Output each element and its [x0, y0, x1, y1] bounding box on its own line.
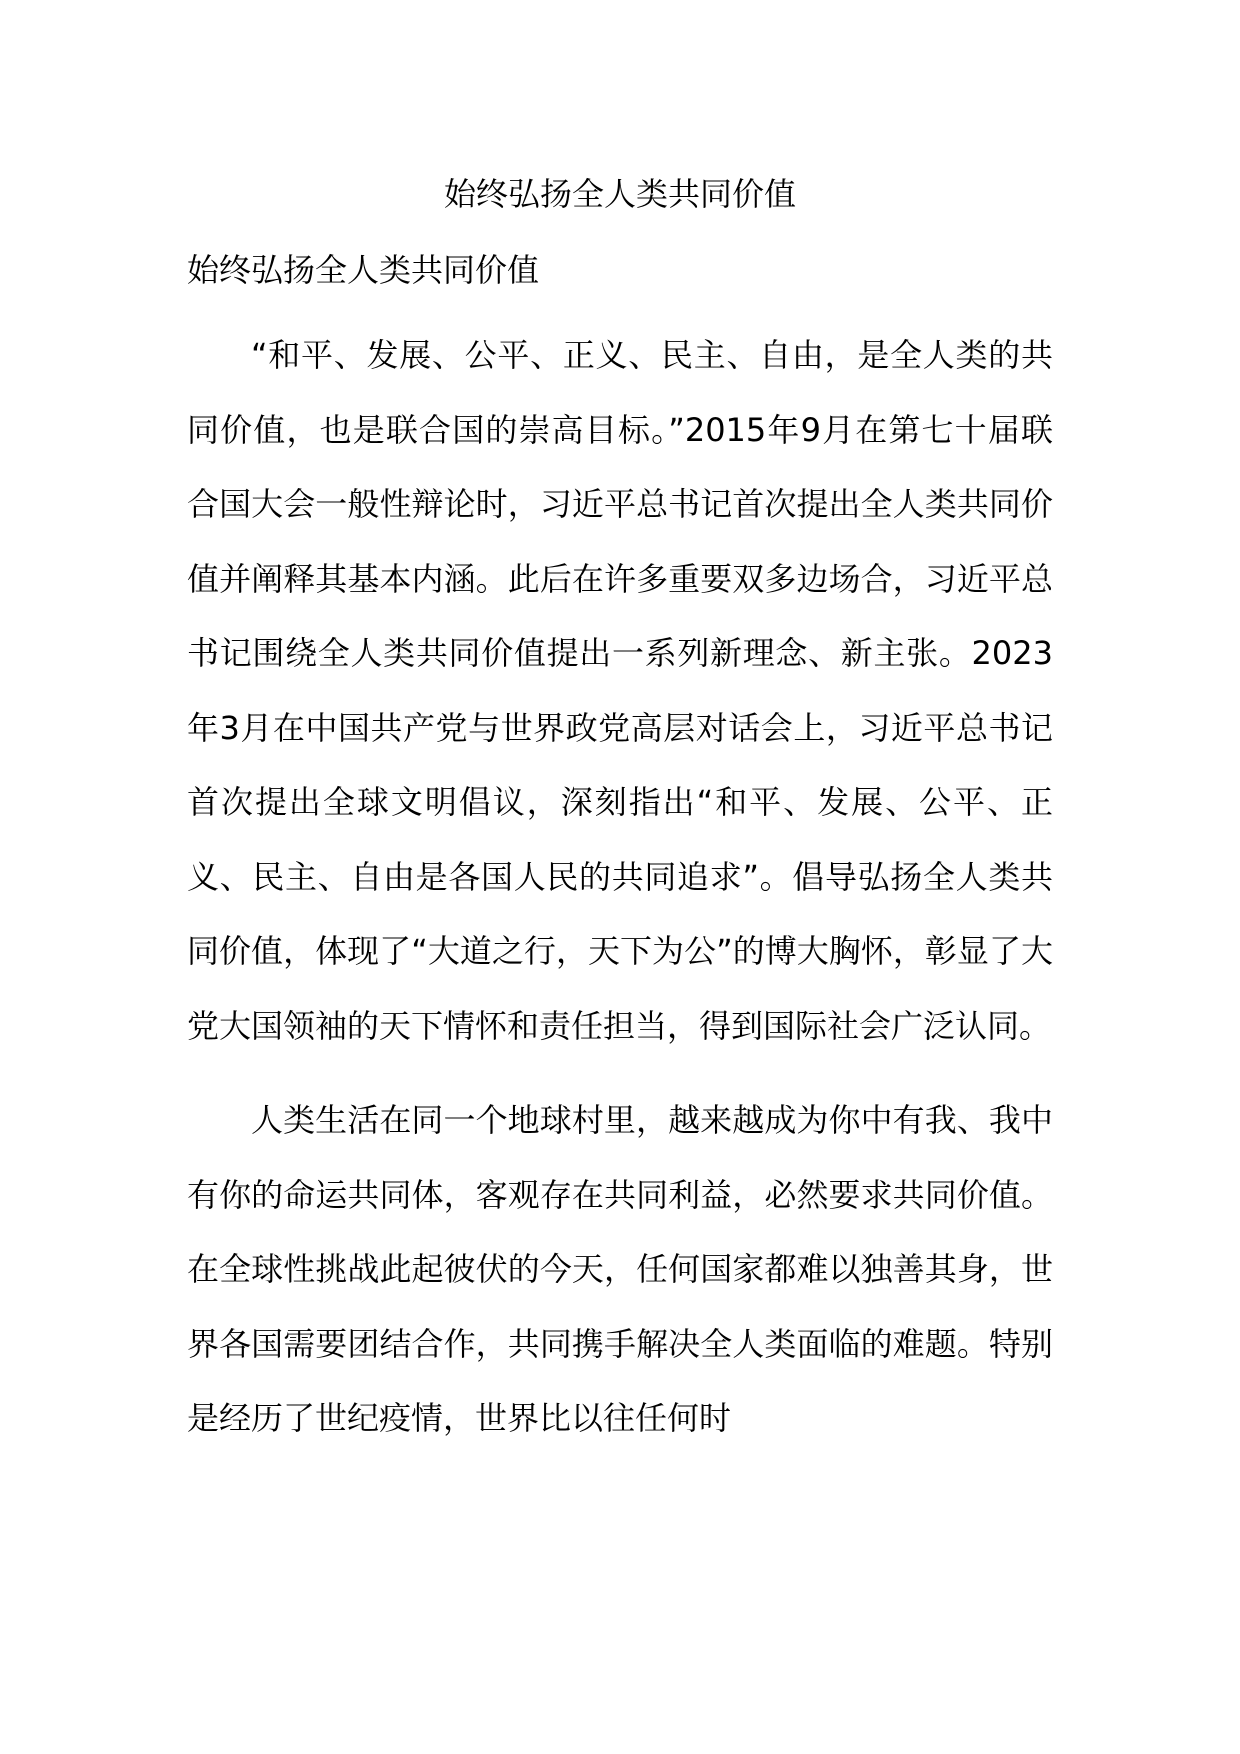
document-subtitle: 始终弘扬全人类共同价值 [187, 251, 540, 289]
document-title: 始终弘扬全人类共同价值 [443, 175, 796, 213]
body-paragraph-2: 人类生活在同一个地球村里，越来越成为你中有我、我中有你的命运共同体，客观存在共同利益，必然要求共同价值。在全球性挑战此起彼伏的今天，任何国家都难以独善其身，世界各国需要团结合作，共同携手解决全人类面临的难题。特别是经历了世纪疫情，世界比以往任何时 [187, 1101, 1053, 1437]
document-page [187, 168, 1053, 1476]
body-paragraph-1: “和平、发展、公平、正义、民主、自由，是全人类的共同价值，也是联合国的崇高目标。”2015年9月在第七十届联合国大会一般性辩论时，习近平总书记首次提出全人类共同价值并阐释其基本内涵。此后在许多重要双多边场合，习近平总书记围绕全人类共同价值提出一系列新理念、新主张。2023年3月在中国共产党与世界政党高层对话会上，习近平总书记首次提出全球文明倡议，深刻指出“和平、发展、公平、正义、民主、自由是各国人民的共同追求”。倡导弘扬全人类共同价值，体现了“大道之行，天下为公”的博大胸怀，彰显了大党大国领袖的天下情怀和责任担当，得到国际社会广泛认同。 [187, 336, 1053, 1045]
